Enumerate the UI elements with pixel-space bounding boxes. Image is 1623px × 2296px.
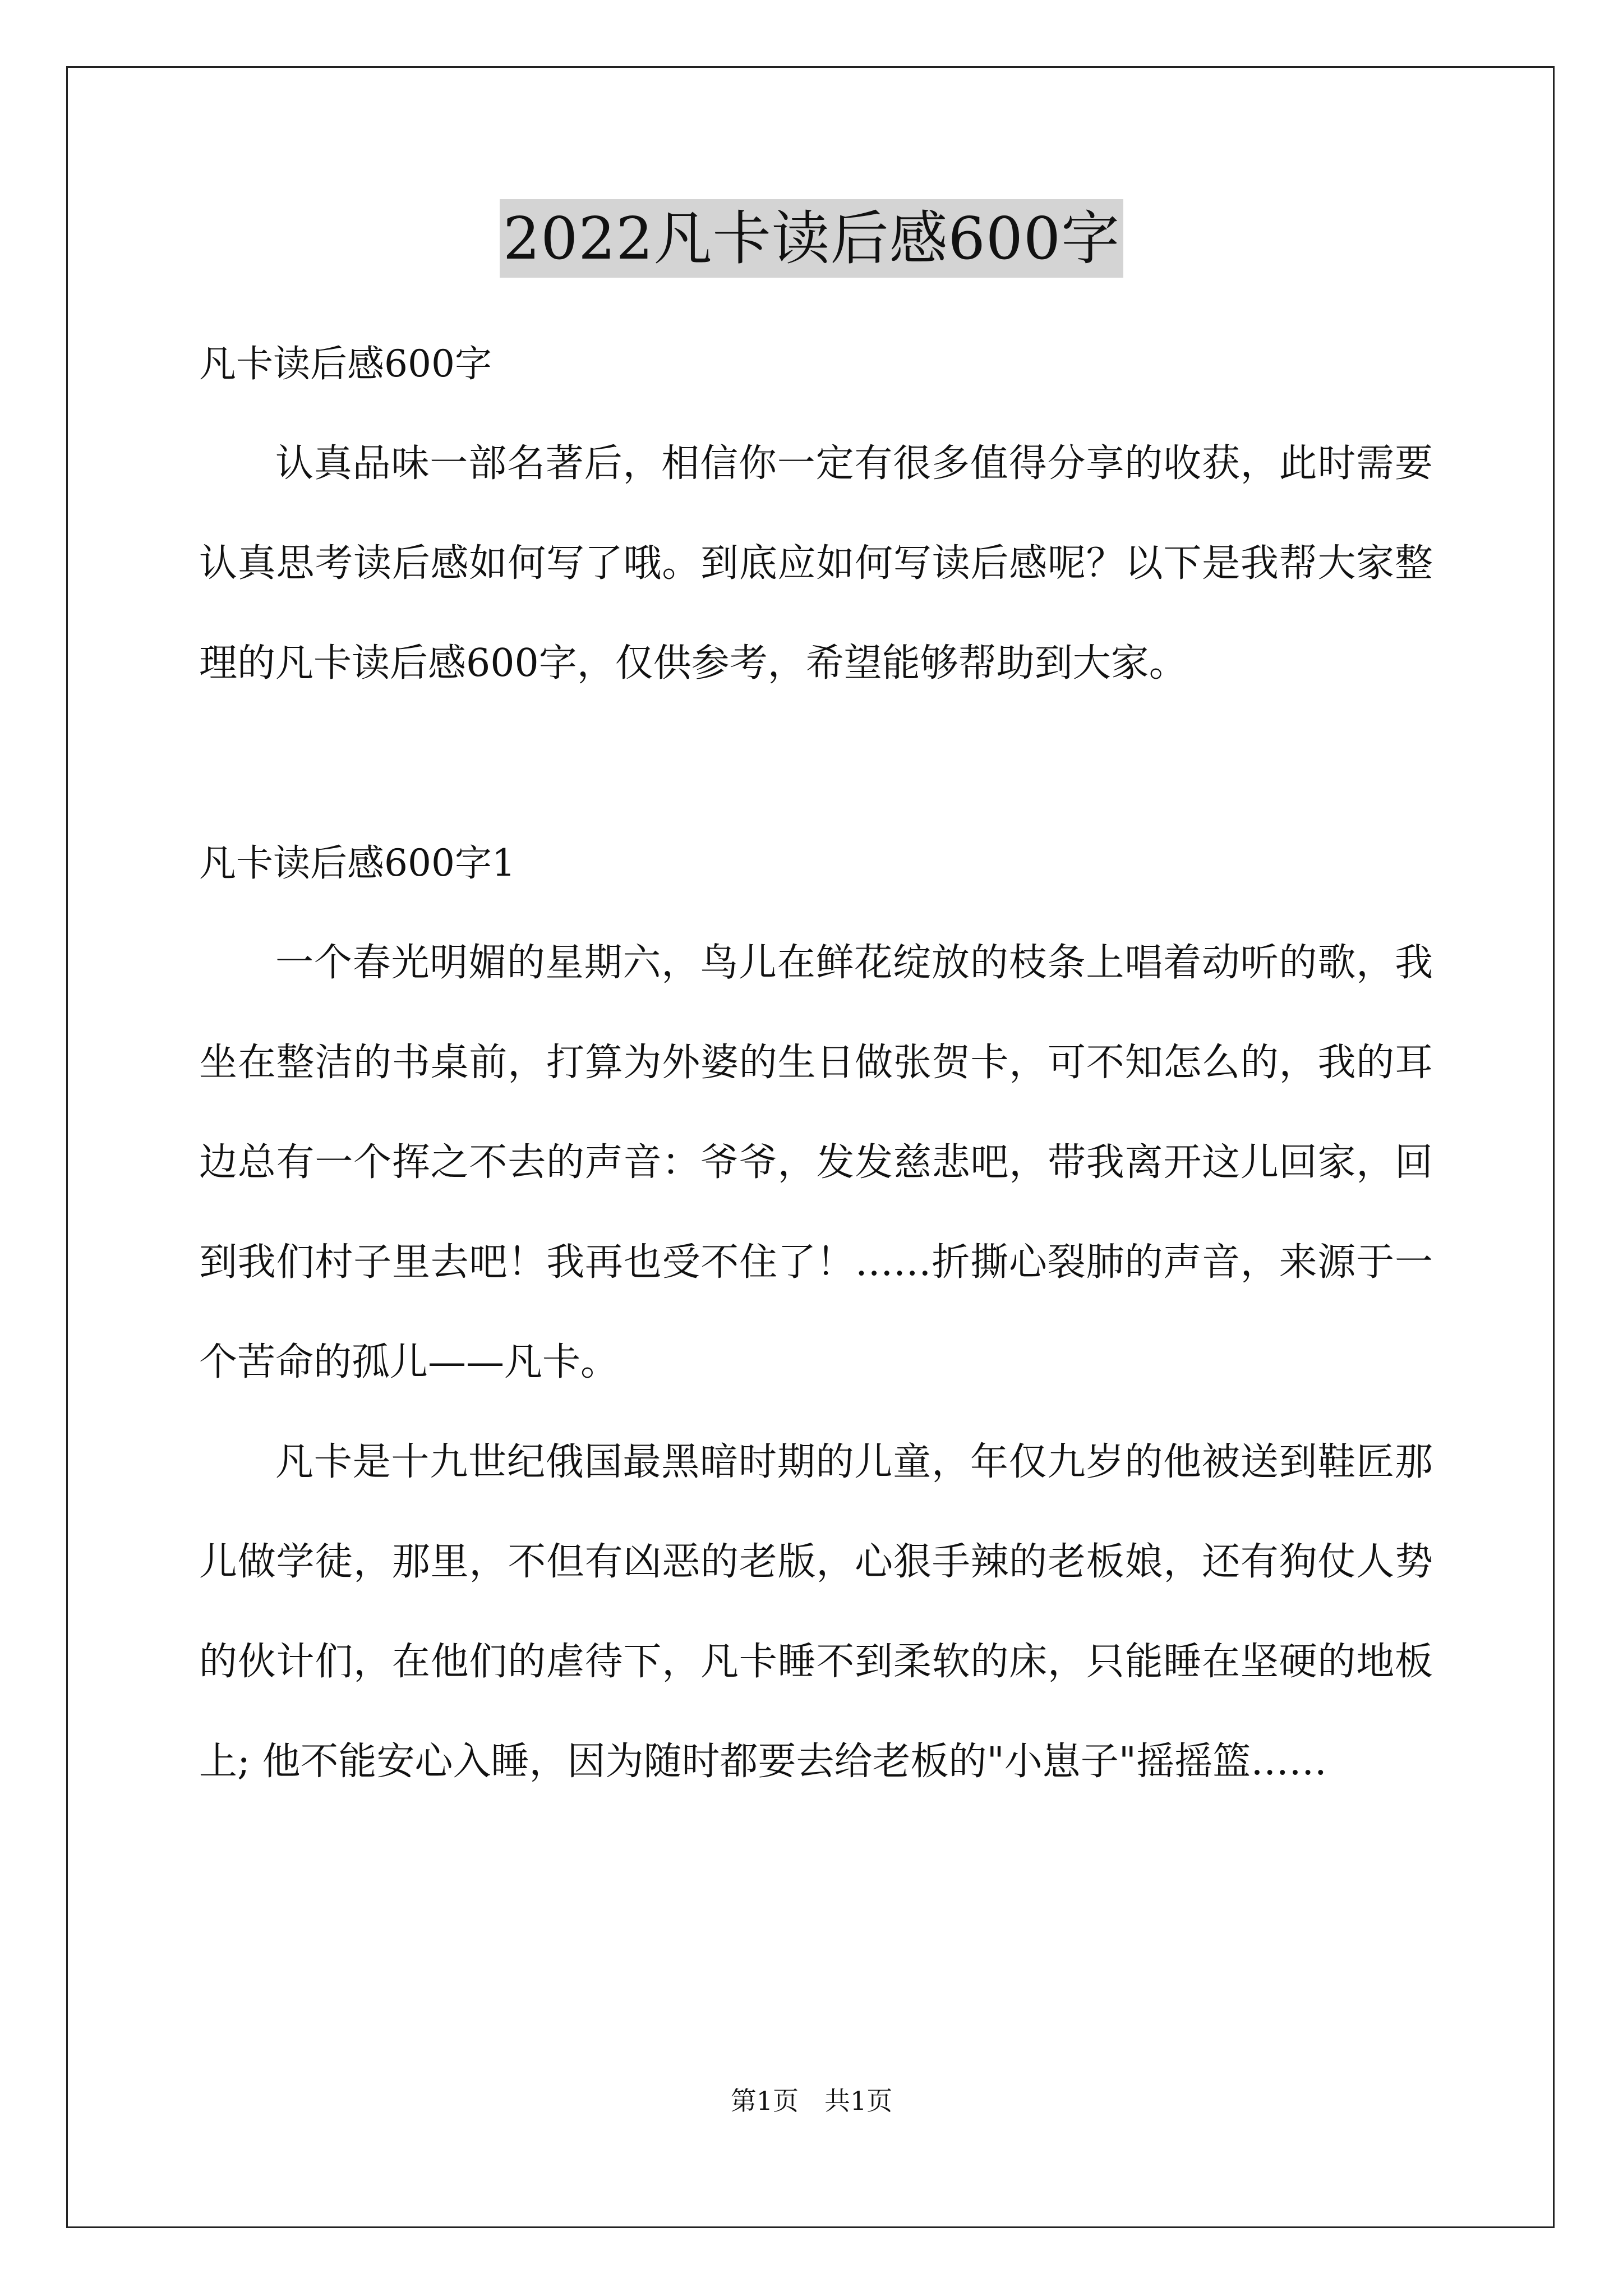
page-footer: 第1页 共1页	[730, 2086, 893, 2116]
document-body	[199, 314, 1433, 1812]
body-paragraph-2: 凡卡是十九世纪俄国最黑暗时期的儿童，年仅九岁的他被送到鞋匠那儿做学徒，那里，不但有凶恶的老版，心狠手辣的老板娘，还有狗仗人势的伙计们，在他们的虐待下，凡卡睡不到柔软的床，只能睡在坚硬的地板上; 他不能安心入睡，因为随时都要去给老板的"小崽子"摇摇篮……	[199, 1440, 1433, 1784]
body-paragraph-1: 一个春光明媚的星期六，鸟儿在鲜花绽放的枝条上唱着动听的歌，我坐在整洁的书桌前，打算为外婆的生日做张贺卡，可不知怎么的，我的耳边总有一个挥之不去的声音：爷爷，发发慈悲吧，带我离开这儿回家，回到我们村子里去吧！我再也受不住了！……折撕心裂肺的声音，来源于一个苦命的孤儿——凡卡。	[199, 941, 1433, 1384]
intro-paragraph: 认真品味一部名著后，相信你一定有很多值得分享的收获，此时需要认真思考读后感如何写了哦。到底应如何写读后感呢？以下是我帮大家整理的凡卡读后感600字，仅供参考，希望能够帮助到大家。	[199, 441, 1433, 685]
title-container	[0, 199, 1623, 278]
section-spacer	[199, 714, 1433, 813]
section-heading: 凡卡读后感600字1	[199, 841, 515, 885]
document-subtitle: 凡卡读后感600字	[199, 342, 492, 385]
document-title: 2022凡卡读后感600字	[500, 199, 1123, 278]
